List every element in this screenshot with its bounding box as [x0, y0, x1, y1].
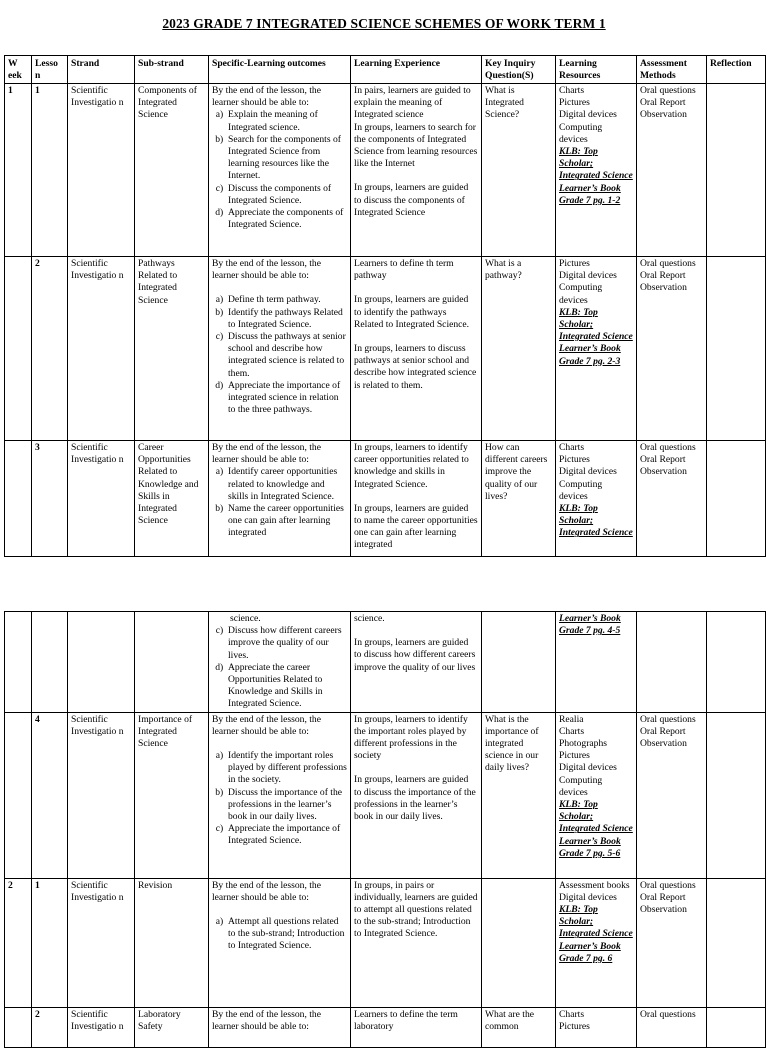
- strand-cell: Scientific Investigatio n: [68, 257, 135, 441]
- book-reference: KLB: Top Scholar; Integrated Science: [559, 503, 633, 539]
- week-cell: [5, 441, 32, 557]
- outcomes-cell: [209, 84, 351, 257]
- outcomes-cell: [209, 257, 351, 441]
- scheme-table-page-1: [4, 55, 766, 557]
- substrand-cell: Importance of Integrated Science: [135, 712, 209, 878]
- assessment-item: Oral questions: [640, 879, 696, 891]
- table-row: [5, 257, 766, 441]
- resource-item: Digital devices: [559, 466, 617, 478]
- outcome-item: c. Appreciate the importance of Integrated Science.: [228, 823, 347, 847]
- book-reference: Learner’s Book Grade 7 pg. 1-2: [559, 182, 621, 206]
- reflection-cell: [707, 441, 766, 557]
- question-cell: [482, 878, 556, 1007]
- book-reference: Learner’s Book Grade 7 pg. 5-6: [559, 835, 621, 859]
- experience-cell: [351, 712, 482, 878]
- outcome-item: c. Discuss the pathways at senior school and describe how integrated science is related to them.: [228, 331, 347, 380]
- experience-text: In groups, learners to discuss pathways at senior school and describe how integrated science is related to them.: [354, 343, 477, 391]
- outcomes-intro: By the end of the lesson, the learner should be able to:: [212, 442, 321, 466]
- book-reference: KLB: Top Scholar; Integrated Science: [559, 904, 633, 940]
- lesson-cell: 1: [32, 878, 68, 1007]
- resource-item: Charts: [559, 442, 585, 453]
- outcomes-intro: By the end of the lesson, the learner should be able to:: [212, 258, 321, 282]
- strand-cell: Scientific Investigatio n: [68, 878, 135, 1007]
- strand-cell: Scientific Investigatio n: [68, 1007, 135, 1047]
- table-row: [5, 1007, 766, 1047]
- reflection-cell: [707, 878, 766, 1007]
- week-cell: [5, 1007, 32, 1047]
- book-reference: KLB: Top Scholar; Integrated Science: [559, 146, 633, 182]
- week-cell: 2: [5, 878, 32, 1007]
- resources-cell: [556, 1007, 637, 1047]
- lesson-cell: 1: [32, 84, 68, 257]
- week-cell: 1: [5, 84, 32, 257]
- col-reflection: Reflection: [707, 56, 766, 84]
- outcome-item: a. Define th term pathway.: [228, 294, 347, 306]
- question-cell: What are the common: [482, 1007, 556, 1047]
- outcome-item: c. Discuss how different careers improve the quality of our lives.: [228, 625, 347, 662]
- outcomes-cell: [209, 441, 351, 557]
- outcomes-cell: [209, 878, 351, 1007]
- experience-text: In groups, learners are guided to discuss how different careers improve the quality of our lives: [354, 637, 476, 673]
- resource-item: Photographs: [559, 738, 607, 750]
- resource-item: Pictures: [559, 750, 590, 762]
- week-cell: [5, 257, 32, 441]
- resources-cell: [556, 712, 637, 878]
- experience-text: In groups, in pairs or individually, learners are guided to attempt all questions related to the sub-strand; Introduction to Integrated Science.: [354, 879, 478, 940]
- experience-cell: [351, 612, 482, 713]
- assessment-cell: [637, 441, 707, 557]
- outcomes-intro: By the end of the lesson, the learner should be able to:: [212, 1008, 321, 1032]
- page-title: 2023 GRADE 7 INTEGRATED SCIENCE SCHEMES OF WORK TERM 1: [162, 16, 606, 31]
- table-row-continued: [5, 612, 766, 713]
- resources-cell: [556, 612, 637, 713]
- scheme-table-page-2: [4, 611, 766, 1048]
- assessment-item: Oral questions: [640, 258, 696, 269]
- resource-item: Pictures: [559, 97, 590, 109]
- experience-text: In groups, learners are guided to identify the pathways Related to Integrated Science.: [354, 294, 470, 330]
- lesson-cell: 4: [32, 712, 68, 878]
- resource-item: Pictures: [559, 1020, 590, 1032]
- assessment-item: Observation: [640, 466, 687, 478]
- outcome-item: c. Discuss the components of Integrated Science.: [228, 183, 347, 207]
- assessment-item: Oral questions: [640, 1008, 696, 1020]
- header-row: [5, 56, 766, 84]
- book-reference: KLB: Top Scholar; Integrated Science: [559, 799, 633, 835]
- reflection-cell: [707, 712, 766, 878]
- resources-cell: [556, 84, 637, 257]
- assessment-item: Oral Report: [640, 270, 686, 282]
- substrand-cell: Components of Integrated Science: [135, 84, 209, 257]
- resource-item: Computing devices: [559, 774, 603, 798]
- resource-item: Computing devices: [559, 478, 603, 502]
- outcomes-intro: By the end of the lesson, the learner should be able to:: [212, 85, 321, 109]
- strand-cell: Scientific Investigatio n: [68, 84, 135, 257]
- resource-item: Charts: [559, 725, 585, 737]
- resources-cell: [556, 441, 637, 557]
- assessment-cell: [637, 878, 707, 1007]
- reflection-cell: [707, 257, 766, 441]
- question-cell: What is the importance of integrated science in our daily lives?: [482, 712, 556, 878]
- outcome-item: a. Identify the important roles played by different professions in the society.: [228, 750, 347, 787]
- assessment-item: Oral Report: [640, 891, 686, 903]
- outcome-item: b. Search for the components of Integrated Science from learning resources like the Internet.: [228, 134, 347, 183]
- assessment-item: Observation: [640, 109, 687, 121]
- substrand-cell: Revision: [135, 878, 209, 1007]
- resource-item: Digital devices: [559, 270, 617, 282]
- col-strand: Strand: [68, 56, 135, 84]
- assessment-cell: [637, 712, 707, 878]
- outcomes-cell: [209, 712, 351, 878]
- lesson-cell: 2: [32, 257, 68, 441]
- outcomes-lead: science.: [230, 613, 261, 624]
- substrand-cell: Career Opportunities Related to Knowledge and Skills in Integrated Science: [135, 441, 209, 557]
- outcome-item: d. Appreciate the importance of integrated science in relation to the three pathways.: [228, 380, 347, 417]
- experience-text: In groups, learners are guided to name the career opportunities one can gain after learning integrated: [354, 502, 478, 551]
- question-cell: How can different careers improve the quality of our lives?: [482, 441, 556, 557]
- lesson-cell: 2: [32, 1007, 68, 1047]
- table-row: [5, 441, 766, 557]
- question-cell: What is a pathway?: [482, 257, 556, 441]
- book-reference: KLB: Top Scholar; Integrated Science: [559, 306, 633, 343]
- outcome-item: d. Appreciate the career Opportunities Related to Knowledge and Skills in Integrated Science.: [228, 662, 347, 711]
- resource-item: Charts: [559, 1008, 585, 1020]
- outcome-item: a. Explain the meaning of Integrated science.: [228, 109, 347, 133]
- table-row: [5, 712, 766, 878]
- assessment-cell: [637, 1007, 707, 1047]
- col-experience: Learning Experience: [351, 56, 482, 84]
- assessment-item: Oral Report: [640, 97, 686, 109]
- experience-cell: [351, 441, 482, 557]
- assessment-item: Oral questions: [640, 713, 696, 725]
- resource-item: Pictures: [559, 454, 590, 466]
- outcomes-cell: [209, 1007, 351, 1047]
- col-resources: Learning Resources: [556, 56, 637, 84]
- outcome-item: a. Identify career opportunities related to knowledge and skills in Integrated Science.: [228, 466, 347, 503]
- resources-cell: [556, 878, 637, 1007]
- experience-text: In groups, learners to identify the important roles played by different professions in the society: [354, 713, 468, 762]
- resource-item: Digital devices: [559, 762, 617, 774]
- col-assessment: Assessment Methods: [637, 56, 707, 84]
- substrand-cell: Pathways Related to Integrated Science: [135, 257, 209, 441]
- experience-text: In groups, learners to identify career opportunities related to knowledge and skills in Integrated Science.: [354, 442, 469, 490]
- col-outcomes: Specific-Learning outcomes: [209, 56, 351, 84]
- resource-item: Assessment books: [559, 879, 630, 891]
- reflection-cell: [707, 1007, 766, 1047]
- col-lesson: Lesso n: [32, 56, 68, 84]
- assessment-item: Observation: [640, 738, 687, 750]
- week-cell: [5, 712, 32, 878]
- outcome-item: b. Name the career opportunities one can gain after learning integrated: [228, 503, 347, 540]
- experience-text: In groups, learners to search for the components of Integrated Science from learning resources like the Internet: [354, 121, 478, 170]
- outcome-item: b. Identify the pathways Related to Integrated Science.: [228, 307, 347, 331]
- outcome-item: d. Appreciate the components of Integrated Science.: [228, 207, 347, 231]
- experience-cell: [351, 878, 482, 1007]
- strand-cell: Scientific Investigatio n: [68, 441, 135, 557]
- book-reference: Learner’s Book Grade 7 pg. 4-5: [559, 613, 621, 637]
- resource-item: Charts: [559, 85, 585, 96]
- outcome-item: a. Attempt all questions related to the sub-strand; Introduction to Integrated Science.: [228, 916, 347, 953]
- outcomes-intro: By the end of the lesson, the learner should be able to:: [212, 713, 321, 737]
- substrand-cell: Laboratory Safety: [135, 1007, 209, 1047]
- experience-text: Learners to define th term pathway: [354, 258, 454, 282]
- resource-item: Computing devices: [559, 121, 603, 145]
- resource-item: Digital devices: [559, 891, 617, 903]
- book-reference: Learner’s Book Grade 7 pg. 2-3: [559, 343, 621, 367]
- reflection-cell: [707, 84, 766, 257]
- assessment-item: Observation: [640, 904, 687, 916]
- resource-item: Pictures: [559, 258, 590, 269]
- experience-text: science.: [354, 613, 385, 624]
- lesson-cell: 3: [32, 441, 68, 557]
- outcomes-cell: [209, 612, 351, 713]
- table-row: [5, 84, 766, 257]
- assessment-item: Oral Report: [640, 725, 686, 737]
- resources-cell: [556, 257, 637, 441]
- outcomes-intro: By the end of the lesson, the learner should be able to:: [212, 879, 321, 903]
- question-cell: What is Integrated Science?: [482, 84, 556, 257]
- col-substrand: Sub-strand: [135, 56, 209, 84]
- outcome-item: b. Discuss the importance of the professions in the learner’s book in our daily lives.: [228, 787, 347, 824]
- col-week: W eek: [5, 56, 32, 84]
- strand-cell: Scientific Investigatio n: [68, 712, 135, 878]
- book-reference: Learner’s Book Grade 7 pg. 6: [559, 940, 621, 964]
- assessment-item: Oral questions: [640, 442, 696, 453]
- table-row: [5, 878, 766, 1007]
- resource-item: Realia: [559, 713, 584, 725]
- assessment-cell: [637, 257, 707, 441]
- experience-text: In groups, learners are guided to discuss the importance of the professions in the learner’s book in our daily lives.: [354, 774, 476, 823]
- experience-cell: [351, 84, 482, 257]
- experience-cell: [351, 257, 482, 441]
- experience-cell: [351, 1007, 482, 1047]
- assessment-item: Oral questions: [640, 85, 696, 96]
- experience-text: In pairs, learners are guided to explain the meaning of Integrated science: [354, 85, 471, 121]
- resource-item: Digital devices: [559, 109, 617, 121]
- experience-text: Learners to define the term laboratory: [354, 1008, 458, 1032]
- assessment-item: Observation: [640, 282, 687, 294]
- col-question: Key Inquiry Question(S): [482, 56, 556, 84]
- resource-item: Computing devices: [559, 282, 603, 306]
- assessment-cell: [637, 84, 707, 257]
- experience-text: In groups, learners are guided to discuss the components of Integrated Science: [354, 182, 469, 218]
- assessment-item: Oral Report: [640, 454, 686, 466]
